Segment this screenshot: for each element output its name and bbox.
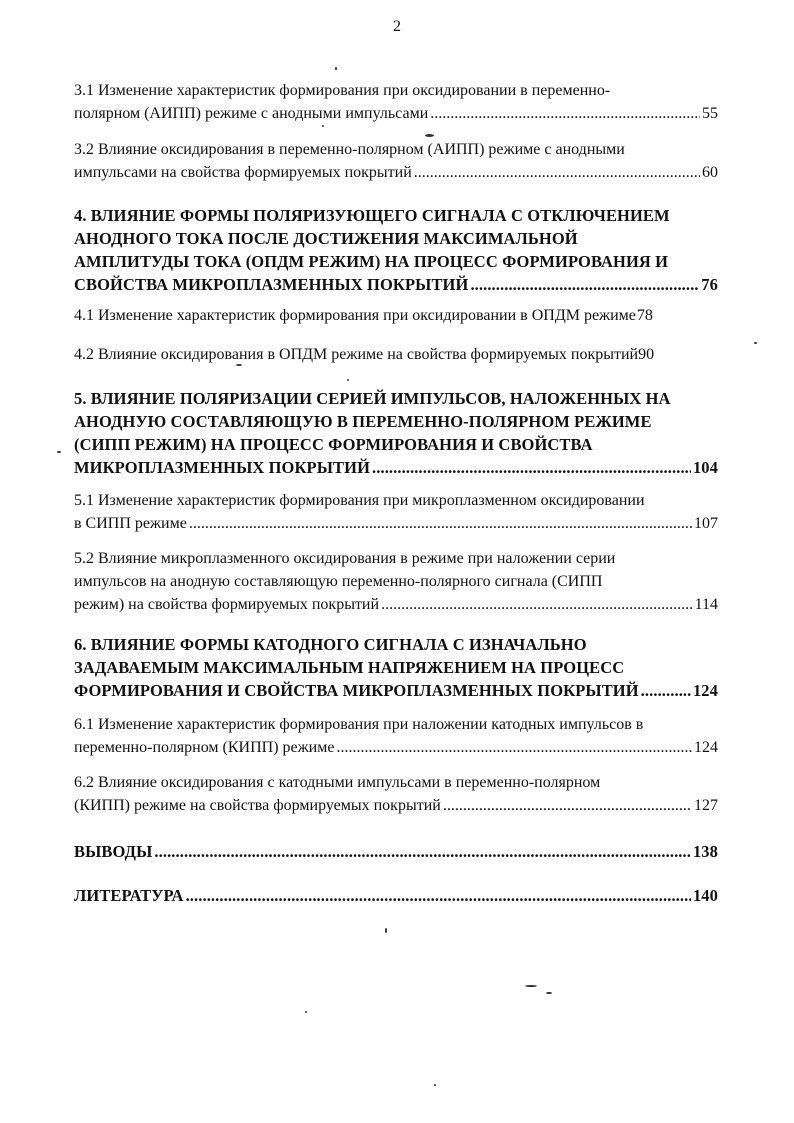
toc-conclusions[interactable] xyxy=(74,840,718,863)
toc-entry-4-1[interactable] xyxy=(74,304,718,327)
toc-entry-6-1[interactable] xyxy=(74,713,718,759)
toc-entry-text-line: 3.1 Изменение характеристик формирования при оксидировании в переменно- xyxy=(74,82,611,99)
toc-entry-leader-line xyxy=(74,273,718,296)
toc-page-number: 107 xyxy=(694,515,718,532)
toc-entry-text-line: 6.1 Изменение характеристик формирования при наложении катодных импульсов в xyxy=(74,716,644,733)
page-number: 2 xyxy=(393,18,401,35)
scan-speck xyxy=(305,1011,307,1013)
toc-page-number: 104 xyxy=(692,458,718,477)
toc-entry-text: переменно-полярном (КИПП) режиме xyxy=(74,739,335,756)
toc-entry-leader-line xyxy=(74,794,718,817)
toc-entry-text: режим) на свойства формируемых покрытий xyxy=(74,596,380,613)
toc-entry-text-line: АМПЛИТУДЫ ТОКА (ОПДМ РЕЖИМ) НА ПРОЦЕСС ФОРМИРОВАНИЯ И xyxy=(74,252,669,271)
toc-entry-text-line: 5. ВЛИЯНИЕ ПОЛЯРИЗАЦИИ СЕРИЕЙ ИМПУЛЬСОВ, НАЛОЖЕННЫХ НА xyxy=(74,389,671,408)
toc-page-number: 90 xyxy=(638,346,655,363)
toc-chapter-4[interactable] xyxy=(74,204,718,296)
toc-chapter-6[interactable] xyxy=(74,633,718,702)
scan-speck xyxy=(322,125,324,127)
dot-leader xyxy=(154,840,691,863)
dot-leader xyxy=(430,102,700,125)
dot-leader xyxy=(443,794,692,817)
toc-entry-leader-line xyxy=(74,102,718,125)
toc-entry-leader-line xyxy=(74,304,718,327)
toc-entry-3-1[interactable] xyxy=(74,79,718,125)
toc-entry-leader-line xyxy=(74,161,718,184)
dot-leader xyxy=(336,736,692,759)
toc-page-number: 138 xyxy=(692,842,718,861)
toc-entry-text-line: 6.2 Влияние оксидирования с катодными импульсами в переменно-полярном xyxy=(74,774,601,791)
toc-entry-text-line: 5.1 Изменение характеристик формирования при микроплазменном оксидировании xyxy=(74,492,645,509)
scan-speck xyxy=(525,985,537,987)
toc-entry-text-line: 3.2 Влияние оксидирования в переменно-полярном (АИПП) режиме с анодными xyxy=(74,141,625,158)
toc-entry-text: 4.1 Изменение характеристик формирования при оксидировании в ОПДМ режиме xyxy=(74,307,636,324)
toc-entry-5-2[interactable] xyxy=(74,547,718,616)
toc-entry-text-line: 4. ВЛИЯНИЕ ФОРМЫ ПОЛЯРИЗУЮЩЕГО СИГНАЛА С ОТКЛЮЧЕНИЕМ xyxy=(74,206,670,225)
toc-page-number: 127 xyxy=(694,797,718,814)
toc-page-number: 78 xyxy=(636,307,653,324)
toc-entry-text: импульсами на свойства формируемых покрытий xyxy=(74,164,412,181)
toc-page-number: 140 xyxy=(692,886,718,905)
scan-speck xyxy=(335,67,337,70)
toc-chapter-5[interactable] xyxy=(74,387,718,479)
scan-speck xyxy=(57,451,61,453)
toc-entry-text: ФОРМИРОВАНИЯ И СВОЙСТВА МИКРОПЛАЗМЕННЫХ ПОКРЫТИЙ xyxy=(74,681,639,700)
dot-leader xyxy=(470,273,699,296)
toc-page-number: 124 xyxy=(692,681,718,700)
toc-references[interactable] xyxy=(74,884,718,907)
toc-entry-text-line: (СИПП РЕЖИМ) НА ПРОЦЕСС ФОРМИРОВАНИЯ И СВОЙСТВА xyxy=(74,435,593,454)
dot-leader xyxy=(186,884,691,907)
toc-entry-leader-line xyxy=(74,343,718,366)
toc-page-number: 124 xyxy=(694,739,718,756)
toc-entry-3-2[interactable] xyxy=(74,138,718,184)
toc-page-number: 76 xyxy=(701,275,718,294)
dot-leader xyxy=(641,679,691,702)
toc-entry-text: ВЫВОДЫ xyxy=(74,842,153,861)
toc-entry-text: МИКРОПЛАЗМЕННЫХ ПОКРЫТИЙ xyxy=(74,458,371,477)
scan-speck xyxy=(546,992,552,994)
toc-entry-text: (КИПП) режиме на свойства формируемых покрытий xyxy=(74,797,441,814)
dot-leader xyxy=(372,456,691,479)
toc-entry-text-line: 5.2 Влияние микроплазменного оксидирования в режиме при наложении серии xyxy=(74,550,616,567)
dot-leader xyxy=(381,593,693,616)
toc-entry-leader-line xyxy=(74,840,718,863)
toc-entry-text: полярном (АИПП) режиме с анодными импульсами xyxy=(74,105,429,122)
toc-page-number: 60 xyxy=(702,164,718,181)
toc-entry-text-line: импульсов на анодную составляющую переменно-полярного сигнала (СИПП xyxy=(74,573,603,590)
toc-entry-text: 4.2 Влияние оксидирования в ОПДМ режиме на свойства формируемых покрытий xyxy=(74,346,639,363)
toc-entry-text: в СИПП режиме xyxy=(74,515,187,532)
toc-page-number: 114 xyxy=(694,596,718,613)
toc-page-number: 55 xyxy=(702,105,718,122)
dot-leader xyxy=(189,512,692,535)
toc-entry-text-line: 6. ВЛИЯНИЕ ФОРМЫ КАТОДНОГО СИГНАЛА С ИЗНАЧАЛЬНО xyxy=(74,635,587,654)
scan-speck xyxy=(425,134,434,137)
toc-entry-text-line: АНОДНОГО ТОКА ПОСЛЕ ДОСТИЖЕНИЯ МАКСИМАЛЬНОЙ xyxy=(74,229,578,248)
scan-speck xyxy=(236,364,242,366)
toc-entry-text-line: ЗАДАВАЕМЫМ МАКСИМАЛЬНЫМ НАПРЯЖЕНИЕМ НА ПРОЦЕСС xyxy=(74,658,625,677)
toc-entry-leader-line xyxy=(74,512,718,535)
toc-entry-text: ЛИТЕРАТУРА xyxy=(74,886,184,905)
toc-entry-4-2[interactable] xyxy=(74,343,718,366)
scan-speck xyxy=(347,379,349,381)
scan-speck xyxy=(754,342,757,344)
toc-entry-5-1[interactable] xyxy=(74,489,718,535)
toc-entry-text: СВОЙСТВА МИКРОПЛАЗМЕННЫХ ПОКРЫТИЙ xyxy=(74,275,469,294)
scan-speck xyxy=(385,928,387,933)
toc-entry-leader-line xyxy=(74,884,718,907)
toc-entry-leader-line xyxy=(74,679,718,702)
toc-entry-leader-line xyxy=(74,593,718,616)
toc-entry-leader-line xyxy=(74,736,718,759)
scan-speck xyxy=(434,1084,436,1086)
dot-leader xyxy=(414,161,700,184)
toc-entry-6-2[interactable] xyxy=(74,771,718,817)
toc-entry-leader-line xyxy=(74,456,718,479)
toc-entry-text-line: АНОДНУЮ СОСТАВЛЯЮЩУЮ В ПЕРЕМЕННО-ПОЛЯРНОМ РЕЖИМЕ xyxy=(74,412,652,431)
